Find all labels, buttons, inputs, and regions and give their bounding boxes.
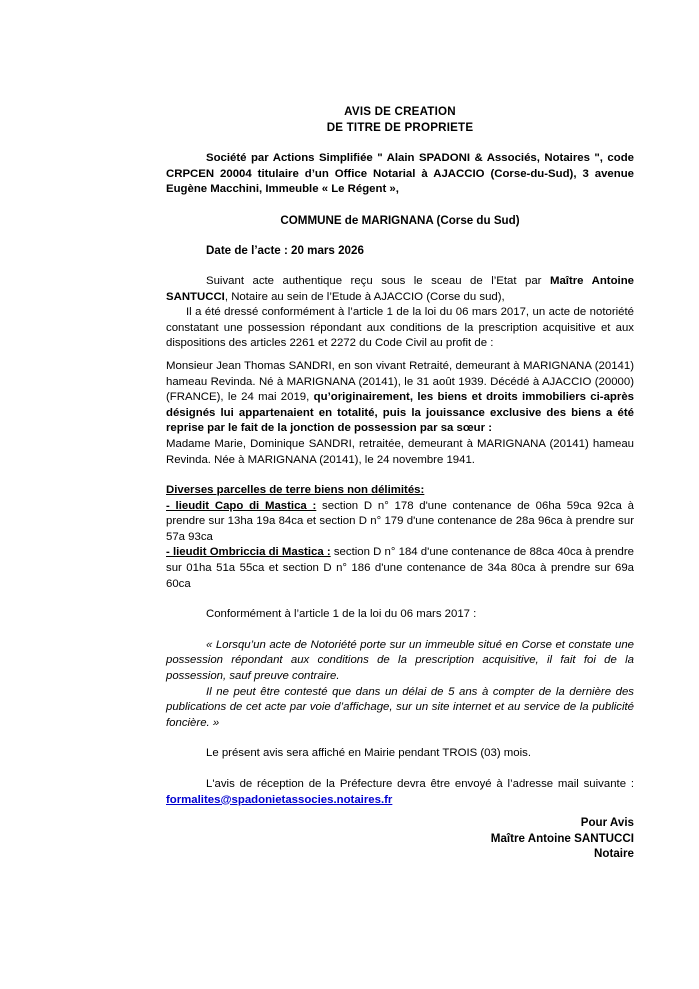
sandri-text-bold: qu’originairement, les biens et droits immobiliers ci-après désignés lui appartenaient en totalité, puis la jouissance exclusive des biens a été reprise par le fait de la jonction de possession par sa sœur : (166, 391, 634, 435)
spacer (166, 592, 634, 607)
suivant-acte-pre: Suivant acte authentique reçu sous le sceau de l’Etat par (206, 274, 550, 287)
spacer (166, 762, 634, 777)
parcel-1-text: section D n° 178 d'une contenance de 06ha 59ca 92ca à prendre sur 13ha 19a 84ca et section D n° 179 d'une contenance de 28a 96ca à prendre sur 57a 93ca (166, 499, 634, 543)
spacer (166, 468, 634, 483)
parcel-2-label: - lieudit Ombriccia di Mastica : (166, 546, 331, 559)
paragraph-conformement: Conformément à l’article 1 de la loi du 06 mars 2017 : (206, 608, 477, 621)
parcels-section (166, 483, 634, 592)
paragraph-affichage-mairie: Le présent avis sera affiché en Mairie pendant TROIS (03) mois. (206, 747, 532, 760)
document-title-line-2: DE TITRE DE PROPRIETE (326, 121, 474, 134)
notaire-name-bold: Maître Antoine SANTUCCI (166, 274, 634, 303)
signature-notaire-title: Notaire (594, 847, 634, 861)
signature-block (166, 815, 634, 862)
paragraph-monsieur-sandri (166, 359, 634, 437)
parcel-2-text: section D n° 184 d'une contenance de 88ca 40ca à prendre sur 01ha 51a 55ca et section D n° 186 d'une contenance de 34a 80ca à prendre sur 69a 60ca (166, 546, 634, 590)
document-body (166, 104, 634, 862)
spacer (166, 198, 634, 213)
spacer (166, 808, 634, 815)
company-paragraph: Société par Actions Simplifiée " Alain SPADONI & Associés, Notaires ", code CRPCEN 20004 titulaire d’un Office Notarial à AJACCIO (Corse-du-Sud), 3 avenue Eugène Macchini, Immeuble « Le Régent », (166, 152, 634, 196)
paragraph-suivant-acte (166, 274, 634, 305)
spacer (166, 623, 634, 638)
paragraph-prefecture (166, 777, 634, 808)
suivant-acte-post: , Notaire au sein de l’Etude à AJACCIO (Corse du sud), (224, 290, 505, 303)
document-title-line-1: AVIS DE CREATION (344, 105, 456, 118)
commune-heading: COMMUNE de MARIGNANA (Corse du Sud) (280, 213, 520, 227)
spacer (166, 352, 634, 359)
prefecture-text: L'avis de réception de la Préfecture devra être envoyé à l’adresse mail suivante : (206, 778, 634, 790)
spacer (166, 731, 634, 746)
parcels-section-title (166, 483, 634, 499)
paragraph-article-1: Il a été dressé conformément à l’article 1 de la loi du 06 mars 2017, un acte de notoriété constatant une possession répondant aux conditions de la prescription acquisitive et aux dispositions des articles 2261 et 2272 du Code Civil au profit de : (166, 306, 634, 350)
parcel-1-label: - lieudit Capo di Mastica : (166, 499, 317, 512)
act-date: Date de l’acte : 20 mars 2026 (206, 244, 364, 258)
email-link[interactable]: formalites@spadonietassocies.notaires.fr (166, 793, 393, 806)
signature-pour-avis: Pour Avis (580, 816, 634, 830)
sandri-text-plain: Monsieur Jean Thomas SANDRI, en son vivant Retraité, demeurant à MARIGNANA (20141) hameau Revinda. Né à MARIGNANA (20141), le 31 août 1939. Décédé à AJACCIO (20000) (FRANCE), le 24 mai 2019, (166, 359, 634, 404)
paragraph-madame-sandri: Madame Marie, Dominique SANDRI, retraitée, demeurant à MARIGNANA (20141) hameau Revinda. Née à MARIGNANA (20141), le 24 novembre 1941. (166, 437, 634, 466)
parcel-item-1 (166, 499, 634, 546)
parcels-title-text: Diverses parcelles de terre biens non délimités: (166, 484, 425, 497)
spacer (166, 228, 634, 243)
signature-notaire-name: Maître Antoine SANTUCCI (490, 831, 634, 845)
spacer (166, 136, 634, 151)
quote-paragraph-2: Il ne peut être contesté que dans un délai de 5 ans à compter de la dernière des publications de cet acte par voie d’affichage, sur un site internet et au service de la publicité foncière. » (166, 685, 634, 729)
quote-paragraph-1: « Lorsqu’un acte de Notoriété porte sur un immeuble situé en Corse et constate une possession répondant aux conditions de la prescription acquisitive, il fait foi de la possession, sauf preuve contraire. (166, 638, 634, 683)
spacer (166, 259, 634, 274)
parcel-item-2 (166, 545, 634, 592)
